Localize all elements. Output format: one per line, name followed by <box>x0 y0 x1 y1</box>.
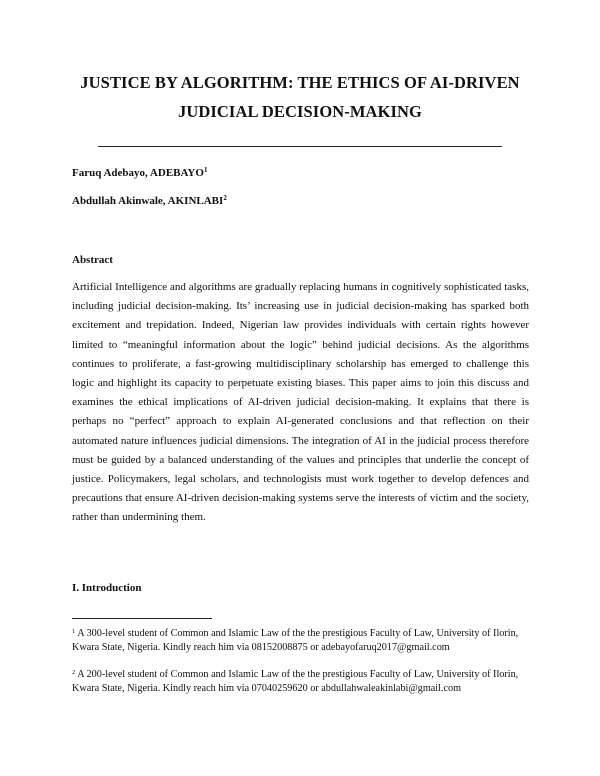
footnote-text: A 200-level student of Common and Islamic Law of the the prestigious Faculty of Law, University of Ilorin, Kwara State, Nigeria. Kindly reach him via 07040259620 or abdullahwaleakinlabi@gmail.com <box>72 669 519 694</box>
author-name: Faruq Adebayo, ADEBAYO <box>72 167 204 179</box>
paper-title <box>70 68 530 126</box>
author-2 <box>72 194 227 208</box>
title-line-1: JUSTICE BY ALGORITHM: THE ETHICS OF AI-DRIVEN <box>80 73 520 92</box>
footnote-marker: 1 <box>203 166 208 174</box>
title-divider <box>98 146 502 147</box>
footnote-text: A 300-level student of Common and Islamic Law of the the prestigious Faculty of Law, University of Ilorin, Kwara State, Nigeria. Kindly reach him via 08152008875 or adebayofaruq2017@gmail.com <box>72 628 519 653</box>
abstract-heading: Abstract <box>72 254 113 266</box>
footnote-marker: 2 <box>223 194 227 202</box>
title-line-2: JUDICIAL DECISION-MAKING <box>178 102 422 121</box>
author-1 <box>72 166 207 180</box>
abstract-body: Artificial Intelligence and algorithms are gradually replacing humans in cognitively sophisticated tasks, including judicial decision-making. Its’ increasing use in judicial decision-making has sparked both excitement and trepidation. Indeed, Nigerian law provides individuals with certain rights however limited to “meaningful information about the logic” behind judicial decisions. As the algorithms continues to proliferate, a fast-growing multidisciplinary scholarship has emerged to challenge this logic and highlight its capacity to perpetuate existing biases. This paper aims to join this discuss and examines the ethical implications of AI-driven judicial decision-making. It explains that there is perhaps no “perfect” approach to explain AI-generated conclusions and that reflection on their automated nature influences judicial dimensions. The integration of AI in the judicial process therefore must be guided by a balanced understanding of the values and principles that underlie the concept of justice. Policymakers, legal scholars, and technologists must work together to develop defences and precautions that ensure AI-driven decision-making systems serve the interests of victim and the society, rather than undermining them. <box>72 281 529 524</box>
section-heading-introduction: I. Introduction <box>72 582 142 594</box>
footnote-marker: 1 <box>72 628 76 635</box>
footnote-divider <box>72 618 212 619</box>
footnote-2 <box>72 668 532 695</box>
author-name: Abdullah Akinwale, AKINLABI <box>72 195 224 207</box>
footnote-1 <box>72 627 532 654</box>
footnote-marker: 2 <box>72 669 76 676</box>
